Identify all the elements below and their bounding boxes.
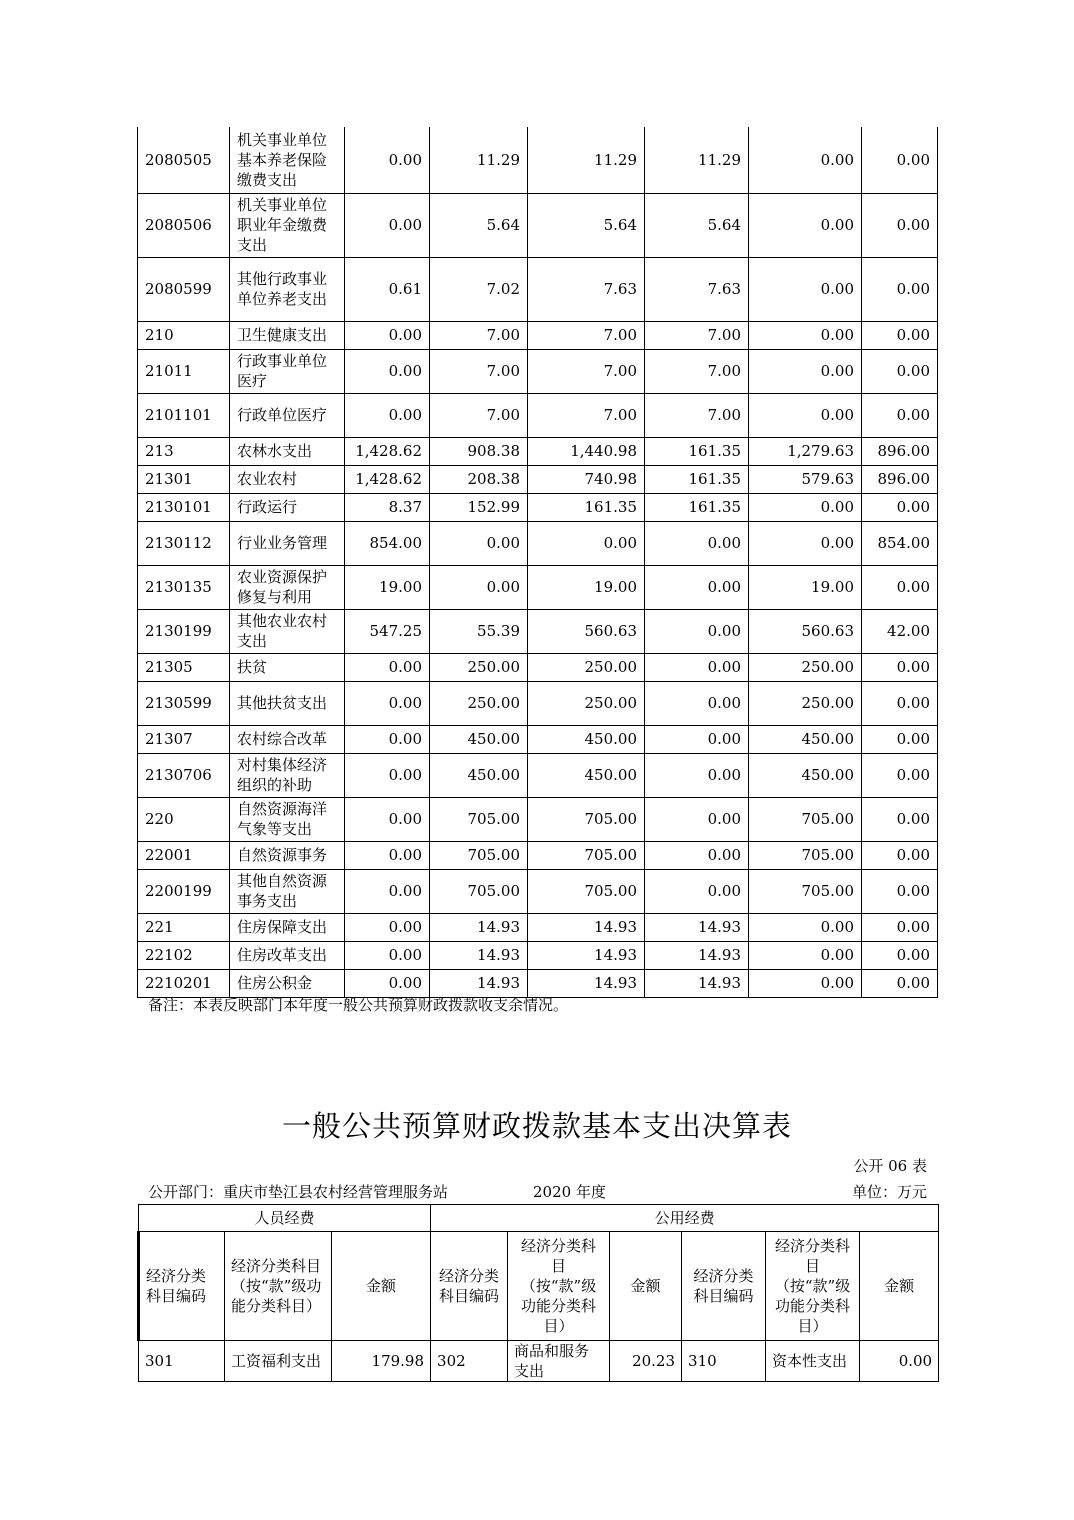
table-row	[139, 1341, 939, 1382]
amount-cell-c1: 0.00	[345, 753, 430, 797]
amount-cell-c1: 854.00	[345, 521, 430, 565]
amount-cell-c4: 161.35	[645, 493, 749, 521]
name-cell: 对村集体经济组织的补助	[230, 753, 345, 797]
amount-cell-c4: 0.00	[645, 521, 749, 565]
amount-cell-c4: 0.00	[645, 869, 749, 913]
amount-cell-c1: 0.00	[345, 393, 430, 437]
amount-cell-c5: 0.00	[749, 913, 862, 941]
amount-cell-c2: 450.00	[430, 725, 528, 753]
amount-cell-c1: 0.00	[345, 841, 430, 869]
amount-cell-c3: 161.35	[528, 493, 645, 521]
amount-cell-c3: 250.00	[528, 653, 645, 681]
code-cell: 220	[138, 797, 230, 841]
amount-cell-c2: 705.00	[430, 869, 528, 913]
table-row	[138, 437, 938, 465]
amount-cell-c5: 0.00	[749, 193, 862, 257]
header-g-amount: 金额	[610, 1232, 682, 1341]
table-note: 备注：本表反映部门本年度一般公共预算财政拨款收支余情况。	[148, 996, 569, 1014]
amount-cell-c4: 11.29	[645, 127, 749, 193]
amount-cell-c6: 854.00	[862, 521, 938, 565]
amount-cell-c6: 896.00	[862, 465, 938, 493]
amount-cell-c6: 0.00	[862, 565, 938, 609]
table-row	[138, 913, 938, 941]
name-cell: 农业农村	[230, 465, 345, 493]
amount-cell-c2: 14.93	[430, 941, 528, 969]
code-cell: 22001	[138, 841, 230, 869]
amount-cell-c6: 0.00	[862, 653, 938, 681]
amount-cell-c2: 208.38	[430, 465, 528, 493]
amount-cell-c2: 152.99	[430, 493, 528, 521]
amount-cell-c4: 161.35	[645, 465, 749, 493]
table-row	[138, 349, 938, 393]
amount-cell-c2: 705.00	[430, 841, 528, 869]
table-row	[138, 393, 938, 437]
amount-cell-c3: 0.00	[528, 521, 645, 565]
name-cell: 其他扶贫支出	[230, 681, 345, 725]
amount-cell-c3: 250.00	[528, 681, 645, 725]
g-code-cell: 302	[431, 1341, 508, 1382]
table-row	[138, 257, 938, 321]
amount-cell-c5: 0.00	[749, 321, 862, 349]
amount-cell-c6: 0.00	[862, 193, 938, 257]
header-c-code: 经济分类科目编码	[682, 1232, 766, 1341]
code-cell: 210	[138, 321, 230, 349]
c-amount-cell: 0.00	[860, 1341, 939, 1382]
code-cell: 2130199	[138, 609, 230, 653]
amount-cell-c2: 14.93	[430, 913, 528, 941]
amount-cell-c2: 7.02	[430, 257, 528, 321]
amount-cell-c4: 5.64	[645, 193, 749, 257]
amount-cell-c6: 896.00	[862, 437, 938, 465]
name-cell: 行政运行	[230, 493, 345, 521]
amount-cell-c6: 0.00	[862, 753, 938, 797]
basic-expenditure-table	[137, 1204, 939, 1382]
amount-cell-c5: 0.00	[749, 127, 862, 193]
amount-cell-c3: 705.00	[528, 797, 645, 841]
name-cell: 扶贫	[230, 653, 345, 681]
amount-cell-c1: 0.00	[345, 321, 430, 349]
code-cell: 2080505	[138, 127, 230, 193]
code-cell: 213	[138, 437, 230, 465]
amount-cell-c5: 705.00	[749, 797, 862, 841]
code-cell: 21011	[138, 349, 230, 393]
amount-cell-c3: 14.93	[528, 913, 645, 941]
unit-label: 单位：万元	[851, 1183, 927, 1201]
table-row	[138, 725, 938, 753]
amount-cell-c1: 1,428.62	[345, 465, 430, 493]
c-code-cell: 310	[682, 1341, 766, 1382]
amount-cell-c1: 0.00	[345, 193, 430, 257]
table-row	[138, 681, 938, 725]
table-row	[138, 521, 938, 565]
g-amount-cell: 20.23	[610, 1341, 682, 1382]
amount-cell-c4: 0.00	[645, 725, 749, 753]
amount-cell-c2: 250.00	[430, 653, 528, 681]
amount-cell-c3: 14.93	[528, 941, 645, 969]
amount-cell-c6: 0.00	[862, 869, 938, 913]
amount-cell-c4: 0.00	[645, 653, 749, 681]
amount-cell-c2: 5.64	[430, 193, 528, 257]
amount-cell-c6: 0.00	[862, 913, 938, 941]
header-c-name: 经济分类科目（按“款”级功能分类科目）	[766, 1232, 860, 1341]
code-cell: 2080506	[138, 193, 230, 257]
table-row	[138, 493, 938, 521]
amount-cell-c5: 250.00	[749, 681, 862, 725]
table-row	[138, 653, 938, 681]
name-cell: 卫生健康支出	[230, 321, 345, 349]
header-p-name: 经济分类科目（按“款”级功能分类科目）	[225, 1232, 332, 1341]
amount-cell-c1: 547.25	[345, 609, 430, 653]
appropriation-table	[137, 127, 938, 998]
amount-cell-c1: 0.00	[345, 681, 430, 725]
amount-cell-c3: 705.00	[528, 841, 645, 869]
amount-cell-c6: 0.00	[862, 681, 938, 725]
amount-cell-c4: 14.93	[645, 969, 749, 997]
amount-cell-c2: 7.00	[430, 349, 528, 393]
amount-cell-c6: 42.00	[862, 609, 938, 653]
amount-cell-c3: 560.63	[528, 609, 645, 653]
code-cell: 2130101	[138, 493, 230, 521]
amount-cell-c3: 450.00	[528, 725, 645, 753]
name-cell: 机关事业单位基本养老保险缴费支出	[230, 127, 345, 193]
amount-cell-c1: 0.00	[345, 797, 430, 841]
amount-cell-c5: 0.00	[749, 941, 862, 969]
name-cell: 其他自然资源事务支出	[230, 869, 345, 913]
amount-cell-c3: 705.00	[528, 869, 645, 913]
code-cell: 2210201	[138, 969, 230, 997]
year-label: 2020 年度	[533, 1183, 606, 1201]
amount-cell-c4: 161.35	[645, 437, 749, 465]
amount-cell-c4: 0.00	[645, 841, 749, 869]
amount-cell-c3: 7.00	[528, 321, 645, 349]
amount-cell-c4: 0.00	[645, 797, 749, 841]
amount-cell-c6: 0.00	[862, 127, 938, 193]
amount-cell-c4: 7.00	[645, 321, 749, 349]
amount-cell-c2: 450.00	[430, 753, 528, 797]
name-cell: 其他农业农村支出	[230, 609, 345, 653]
code-cell: 2101101	[138, 393, 230, 437]
amount-cell-c1: 0.00	[345, 969, 430, 997]
code-cell: 21307	[138, 725, 230, 753]
amount-cell-c1: 0.61	[345, 257, 430, 321]
amount-cell-c3: 7.63	[528, 257, 645, 321]
amount-cell-c2: 55.39	[430, 609, 528, 653]
amount-cell-c5: 0.00	[749, 349, 862, 393]
amount-cell-c3: 740.98	[528, 465, 645, 493]
page-title: 一般公共预算财政拨款基本支出决算表	[281, 1109, 792, 1143]
amount-cell-c4: 14.93	[645, 913, 749, 941]
amount-cell-c2: 250.00	[430, 681, 528, 725]
amount-cell-c6: 0.00	[862, 969, 938, 997]
amount-cell-c2: 7.00	[430, 393, 528, 437]
code-cell: 2130135	[138, 565, 230, 609]
amount-cell-c6: 0.00	[862, 797, 938, 841]
amount-cell-c4: 0.00	[645, 681, 749, 725]
amount-cell-c2: 14.93	[430, 969, 528, 997]
amount-cell-c3: 14.93	[528, 969, 645, 997]
amount-cell-c3: 19.00	[528, 565, 645, 609]
amount-cell-c6: 0.00	[862, 393, 938, 437]
name-cell: 其他行政事业单位养老支出	[230, 257, 345, 321]
amount-cell-c1: 19.00	[345, 565, 430, 609]
name-cell: 住房公积金	[230, 969, 345, 997]
name-cell: 住房改革支出	[230, 941, 345, 969]
header-g-name: 经济分类科目（按“款”级功能分类科目）	[508, 1232, 610, 1341]
table-row	[138, 321, 938, 349]
amount-cell-c2: 0.00	[430, 565, 528, 609]
table-row	[138, 841, 938, 869]
group-public: 公用经费	[431, 1205, 939, 1232]
code-cell: 2130599	[138, 681, 230, 725]
amount-cell-c6: 0.00	[862, 257, 938, 321]
table-row	[138, 941, 938, 969]
amount-cell-c1: 0.00	[345, 349, 430, 393]
amount-cell-c5: 450.00	[749, 725, 862, 753]
amount-cell-c4: 0.00	[645, 565, 749, 609]
code-cell: 21305	[138, 653, 230, 681]
name-cell: 行业业务管理	[230, 521, 345, 565]
amount-cell-c6: 0.00	[862, 841, 938, 869]
table-row	[138, 127, 938, 193]
amount-cell-c3: 1,440.98	[528, 437, 645, 465]
table-row	[138, 869, 938, 913]
code-cell: 2130112	[138, 521, 230, 565]
amount-cell-c5: 705.00	[749, 841, 862, 869]
amount-cell-c3: 7.00	[528, 393, 645, 437]
amount-cell-c6: 0.00	[862, 493, 938, 521]
amount-cell-c6: 0.00	[862, 349, 938, 393]
name-cell: 行政单位医疗	[230, 393, 345, 437]
amount-cell-c5: 450.00	[749, 753, 862, 797]
table-row	[138, 193, 938, 257]
table-row	[138, 565, 938, 609]
p-name-cell: 工资福利支出	[225, 1341, 332, 1382]
amount-cell-c2: 7.00	[430, 321, 528, 349]
amount-cell-c5: 1,279.63	[749, 437, 862, 465]
amount-cell-c6: 0.00	[862, 321, 938, 349]
amount-cell-c5: 19.00	[749, 565, 862, 609]
amount-cell-c2: 0.00	[430, 521, 528, 565]
name-cell: 自然资源事务	[230, 841, 345, 869]
c-name-cell: 资本性支出	[766, 1341, 860, 1382]
code-cell: 21301	[138, 465, 230, 493]
amount-cell-c3: 450.00	[528, 753, 645, 797]
amount-cell-c4: 7.63	[645, 257, 749, 321]
amount-cell-c5: 250.00	[749, 653, 862, 681]
p-code-cell: 301	[139, 1341, 225, 1382]
name-cell: 行政事业单位医疗	[230, 349, 345, 393]
amount-cell-c5: 0.00	[749, 257, 862, 321]
amount-cell-c4: 7.00	[645, 393, 749, 437]
name-cell: 农村综合改革	[230, 725, 345, 753]
amount-cell-c5: 579.63	[749, 465, 862, 493]
amount-cell-c5: 560.63	[749, 609, 862, 653]
amount-cell-c6: 0.00	[862, 725, 938, 753]
header-p-code: 经济分类科目编码	[139, 1232, 225, 1341]
header-g-code: 经济分类科目编码	[431, 1232, 508, 1341]
code-cell: 2080599	[138, 257, 230, 321]
amount-cell-c1: 0.00	[345, 725, 430, 753]
table-row	[138, 465, 938, 493]
amount-cell-c1: 0.00	[345, 913, 430, 941]
amount-cell-c5: 0.00	[749, 493, 862, 521]
name-cell: 自然资源海洋气象等支出	[230, 797, 345, 841]
amount-cell-c5: 0.00	[749, 521, 862, 565]
header-p-amount: 金额	[332, 1232, 431, 1341]
table-row	[138, 609, 938, 653]
amount-cell-c6: 0.00	[862, 941, 938, 969]
amount-cell-c2: 908.38	[430, 437, 528, 465]
amount-cell-c5: 0.00	[749, 969, 862, 997]
amount-cell-c4: 14.93	[645, 941, 749, 969]
amount-cell-c3: 11.29	[528, 127, 645, 193]
code-cell: 2130706	[138, 753, 230, 797]
table-row	[138, 969, 938, 997]
amount-cell-c3: 7.00	[528, 349, 645, 393]
code-cell: 221	[138, 913, 230, 941]
amount-cell-c1: 0.00	[345, 869, 430, 913]
amount-cell-c4: 0.00	[645, 753, 749, 797]
amount-cell-c1: 1,428.62	[345, 437, 430, 465]
department-label: 公开部门：重庆市垫江县农村经营管理服务站	[148, 1183, 449, 1201]
info-line	[148, 1181, 927, 1201]
amount-cell-c1: 8.37	[345, 493, 430, 521]
g-name-cell: 商品和服务支出	[508, 1341, 610, 1382]
amount-cell-c1: 0.00	[345, 941, 430, 969]
amount-cell-c3: 5.64	[528, 193, 645, 257]
name-cell: 农林水支出	[230, 437, 345, 465]
p-amount-cell: 179.98	[332, 1341, 431, 1382]
group-personnel: 人员经费	[139, 1205, 431, 1232]
name-cell: 农业资源保护修复与利用	[230, 565, 345, 609]
amount-cell-c4: 7.00	[645, 349, 749, 393]
name-cell: 机关事业单位职业年金缴费支出	[230, 193, 345, 257]
amount-cell-c5: 705.00	[749, 869, 862, 913]
amount-cell-c4: 0.00	[645, 609, 749, 653]
amount-cell-c5: 0.00	[749, 393, 862, 437]
name-cell: 住房保障支出	[230, 913, 345, 941]
code-cell: 22102	[138, 941, 230, 969]
amount-cell-c2: 11.29	[430, 127, 528, 193]
table-number: 公开 06 表	[853, 1157, 927, 1175]
table-row	[138, 753, 938, 797]
amount-cell-c2: 705.00	[430, 797, 528, 841]
amount-cell-c1: 0.00	[345, 127, 430, 193]
code-cell: 2200199	[138, 869, 230, 913]
amount-cell-c1: 0.00	[345, 653, 430, 681]
header-c-amount: 金额	[860, 1232, 939, 1341]
table-row	[138, 797, 938, 841]
